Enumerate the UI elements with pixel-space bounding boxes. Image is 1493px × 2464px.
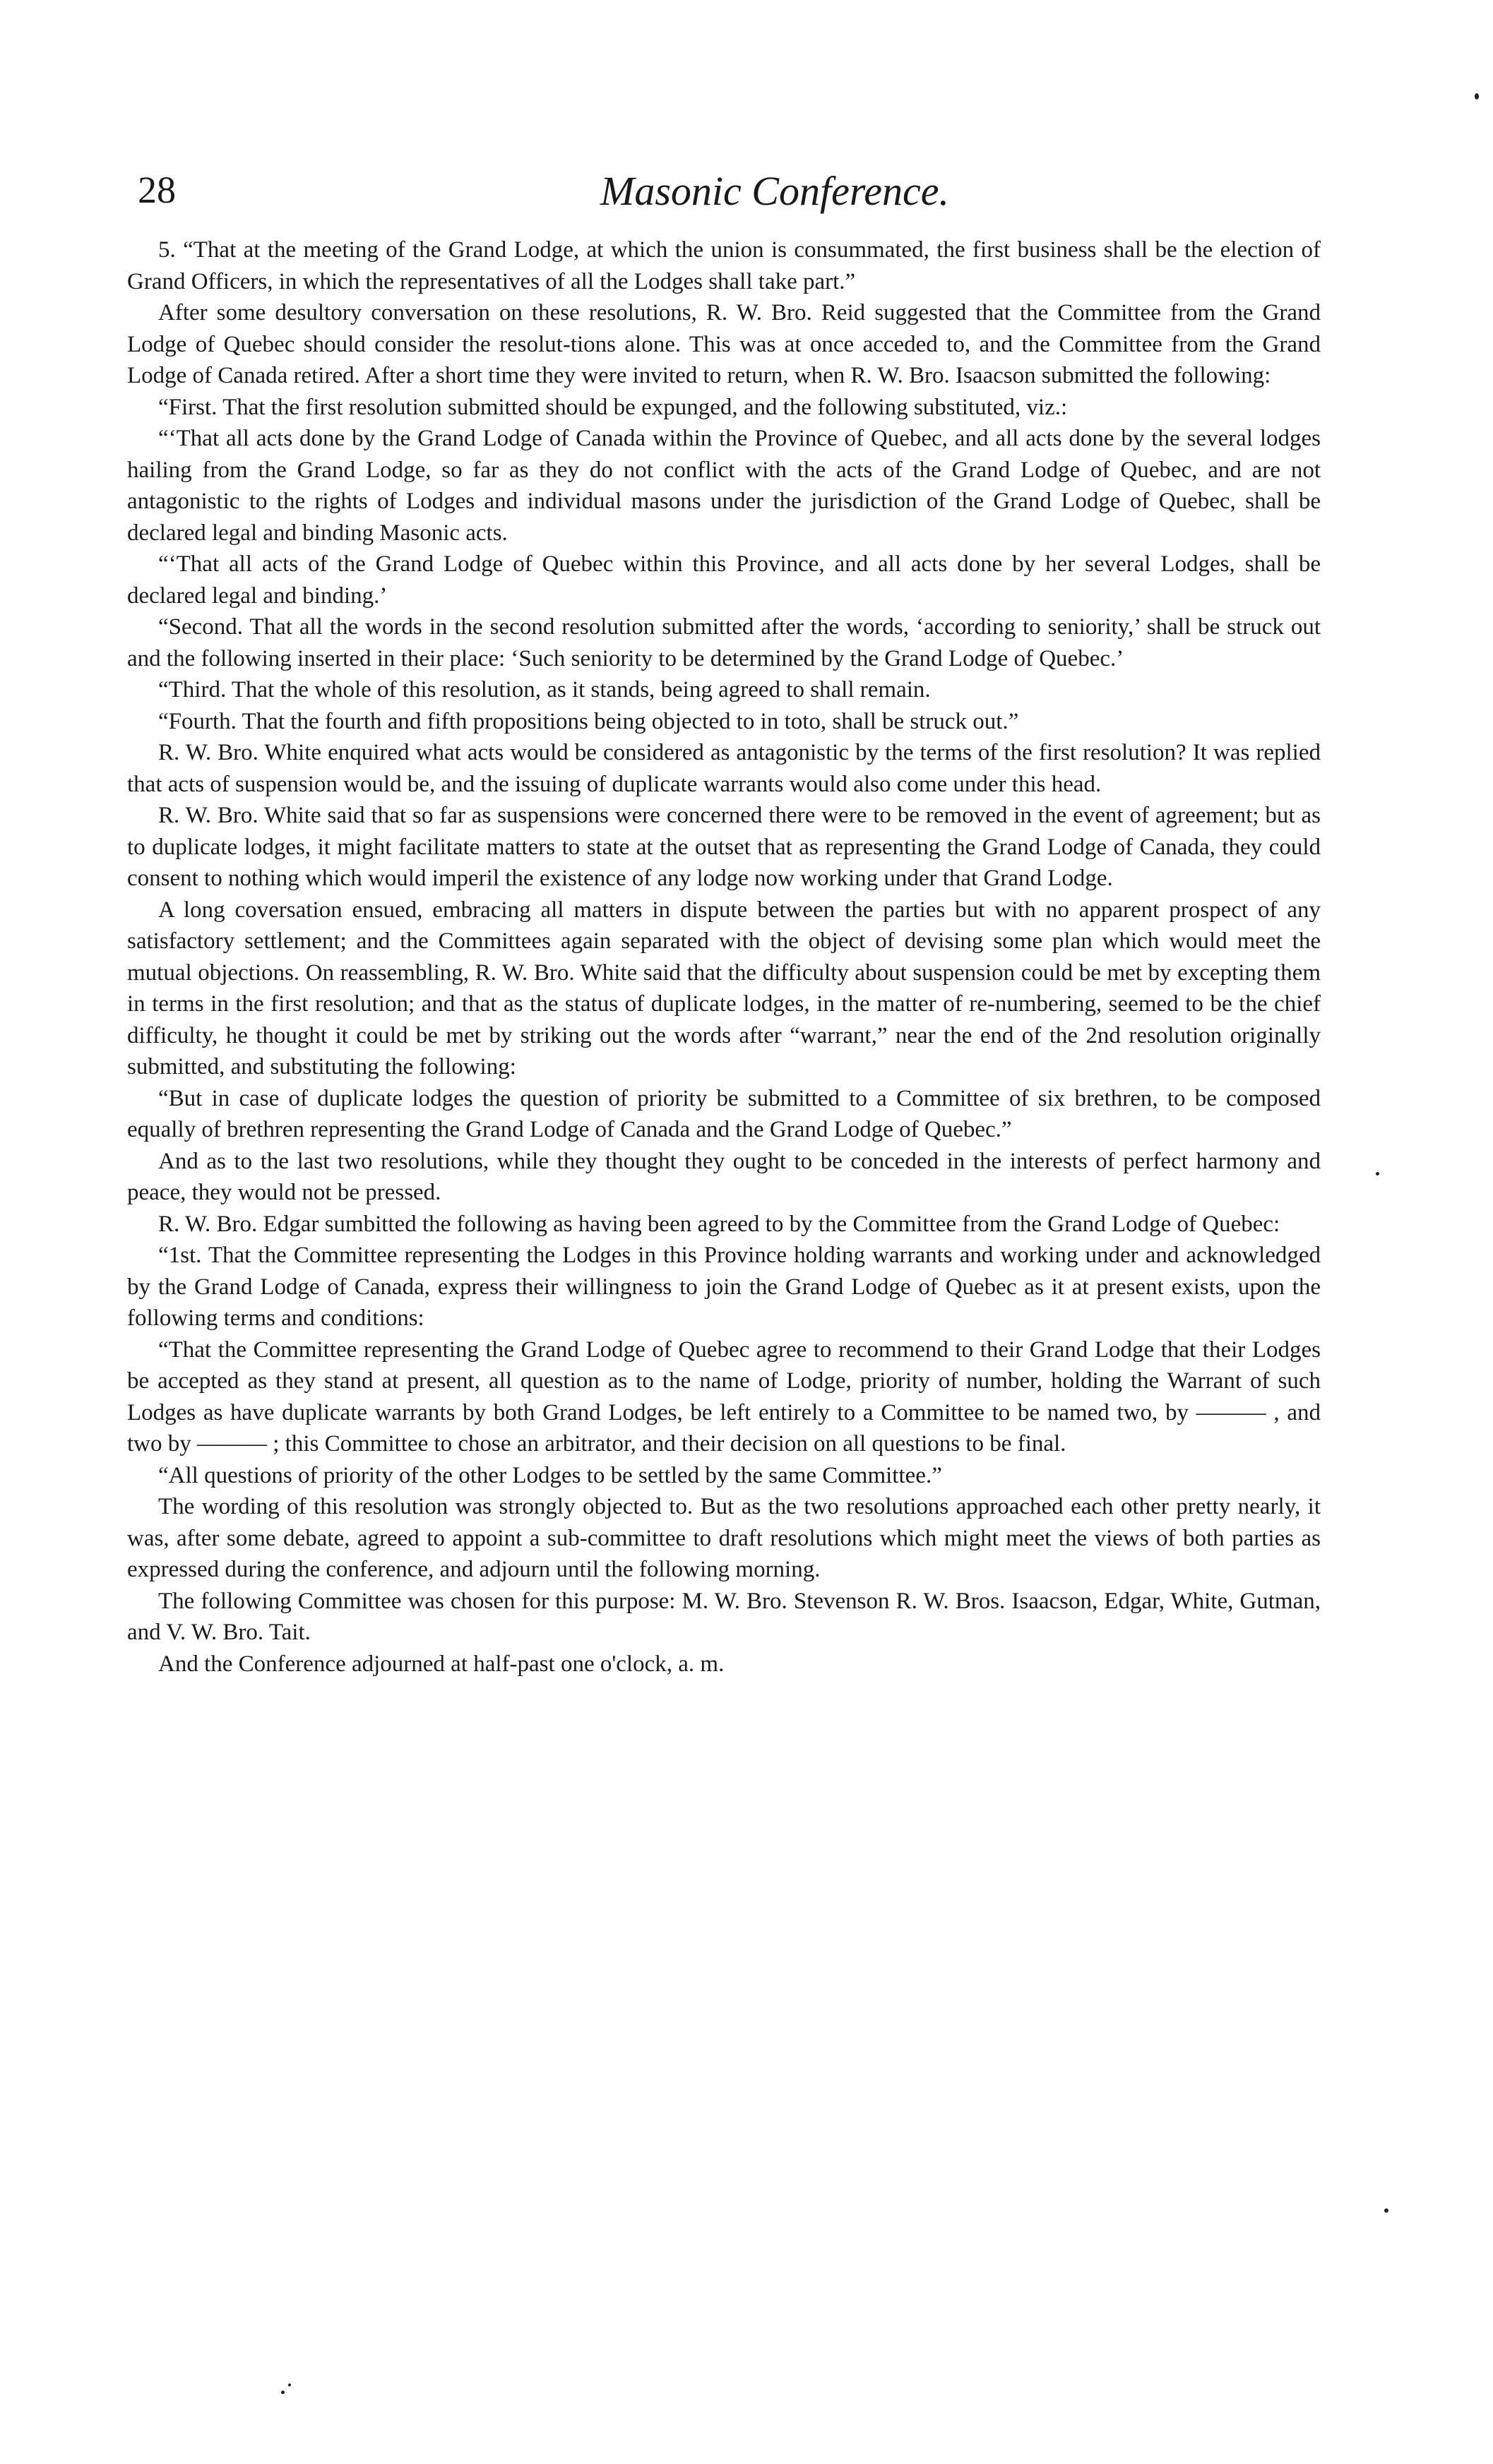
ink-speck xyxy=(1475,93,1479,100)
paragraph-desultory-conversation: After some desultory conversation on these resolutions, R. W. Bro. Reid suggested that the Committee from the Grand Lodge of Quebec should consider the resolut-tions alone. This was at once acceded to, and the Committee from the Grand Lodge of Canada retired. After a short time they were invited to return, when R. W. Bro. Isaacson submitted the following: xyxy=(127,300,1321,388)
paragraph-white-enquired: R. W. Bro. White enquired what acts would be considered as antagonistic by the terms of the first resolution? It was replied that acts of suspension would be, and the issuing of duplicate warrants would also come under this head. xyxy=(127,740,1321,797)
paragraph-long-conversation: A long coversation ensued, embracing all matters in dispute between the parties but with no apparent prospect of any satisfactory settlement; and the Committees again separated with the object of devising some plan which would meet the mutual objections. On reassembling, R. W. Bro. White said that the difficulty about suspension could be met by excepting them in terms in the first resolution; and that as the status of duplicate lodges, in the matter of re-numbering, seemed to be the chief difficulty, he thought it could be met by striking out the words after “warrant,” near the end of the 2nd resolution originally submitted, and substituting the following: xyxy=(127,897,1321,1080)
paragraph-adjourned: And the Conference adjourned at half-past one o'clock, a. m. xyxy=(158,1651,725,1677)
paragraph-acts-grand-lodge-quebec: “‘That all acts of the Grand Lodge of Quebec within this Province, and all acts done by her several Lodges, shall be declared legal and binding.’ xyxy=(127,551,1321,609)
paragraph-resolution-5: 5. “That at the meeting of the Grand Lodge, at which the union is consummated, the first business shall be the election of Grand Officers, in which the representatives of all the Lodges shall take part.” xyxy=(127,237,1321,294)
paragraph-first: “First. That the first resolution submitted should be expunged, and the following substituted, viz.: xyxy=(158,394,1068,420)
paragraph-committee-chosen: The following Committee was chosen for this purpose: M. W. Bro. Stevenson R. W. Bros. Isaacson, Edgar, White, Gutman, and V. W. Bro. Tait. xyxy=(127,1588,1321,1645)
paragraph-wording-objected: The wording of this resolution was strongly objected to. But as the two resolutions approached each other pretty nearly, it was, after some debate, agreed to appoint a sub-committee to draft resolutions which might meet the views of both parties as expressed during the conference, and adjourn until the following morning. xyxy=(127,1494,1321,1582)
paragraph-1st: “1st. That the Committee representing the Lodges in this Province holding warrants and working under and acknowledged by the Grand Lodge of Canada, express their willingness to join the Grand Lodge of Quebec as it at present exists, upon the following terms and conditions: xyxy=(127,1243,1321,1331)
ink-speck xyxy=(288,2384,291,2386)
paragraph-white-suspensions: R. W. Bro. White said that so far as suspensions were concerned there were to be removed in the event of agreement; but as to duplicate lodges, it might facilitate matters to state at the outset that as representing the Grand Lodge of Canada, they could consent to nothing which would imperil the existence of any lodge now working under that Grand Lodge. xyxy=(127,803,1321,891)
paragraph-duplicate-lodges: “But in case of duplicate lodges the question of priority be submitted to a Committee of six brethren, to be composed equally of brethren representing the Grand Lodge of Canada and the Grand Lodge of Quebec.” xyxy=(127,1085,1321,1142)
ink-speck xyxy=(281,2391,285,2394)
page-number: 28 xyxy=(138,169,176,211)
paragraph-questions-priority: “All questions of priority of the other Lodges to be settled by the same Committee.” xyxy=(158,1462,942,1488)
ink-speck xyxy=(1376,1172,1379,1176)
body-text xyxy=(127,234,1321,1680)
paragraph-second: “Second. That all the words in the second resolution submitted after the words, ‘according to seniority,’ shall be struck out and the following inserted in their place: ‘Such seniority to be determined by the Grand Lodge of Quebec.’ xyxy=(127,614,1321,671)
paragraph-fourth: “Fourth. That the fourth and fifth propositions being objected to in toto, shall be struck out.” xyxy=(158,708,1019,734)
paragraph-last-two-resolutions: And as to the last two resolutions, while they thought they ought to be conceded in the interests of perfect harmony and peace, they would not be pressed. xyxy=(127,1148,1321,1205)
paragraph-committee-recommend: “That the Committee representing the Grand Lodge of Quebec agree to recommend to their Grand Lodge that their Lodges be accepted as they stand at present, all question as to the name of Lodge, priority of number, holding the Warrant of such Lodges as have duplicate warrants by both Grand Lodges, be left entirely to a Committee to be named two, by ——— , and two by ——— ; this Committee to chose an arbitrator, and their decision on all questions to be final. xyxy=(127,1336,1321,1457)
running-title: Masonic Conference. xyxy=(600,168,949,214)
paragraph-third: “Third. That the whole of this resolution, as it stands, being agreed to shall remain. xyxy=(158,677,931,702)
paragraph-edgar-submitted: R. W. Bro. Edgar sumbitted the following as having been agreed to by the Committee from the Grand Lodge of Quebec: xyxy=(158,1211,1280,1237)
paragraph-acts-grand-lodge-canada: “‘That all acts done by the Grand Lodge of Canada within the Province of Quebec, and all acts done by the several lodges hailing from the Grand Lodge, so far as they do not conflict with the acts of the Grand Lodge of Quebec, and are not antagonistic to the rights of Lodges and individual masons under the jurisdiction of the Grand Lodge of Quebec, shall be declared legal and binding Masonic acts. xyxy=(127,426,1321,546)
ink-speck xyxy=(1384,2208,1388,2213)
